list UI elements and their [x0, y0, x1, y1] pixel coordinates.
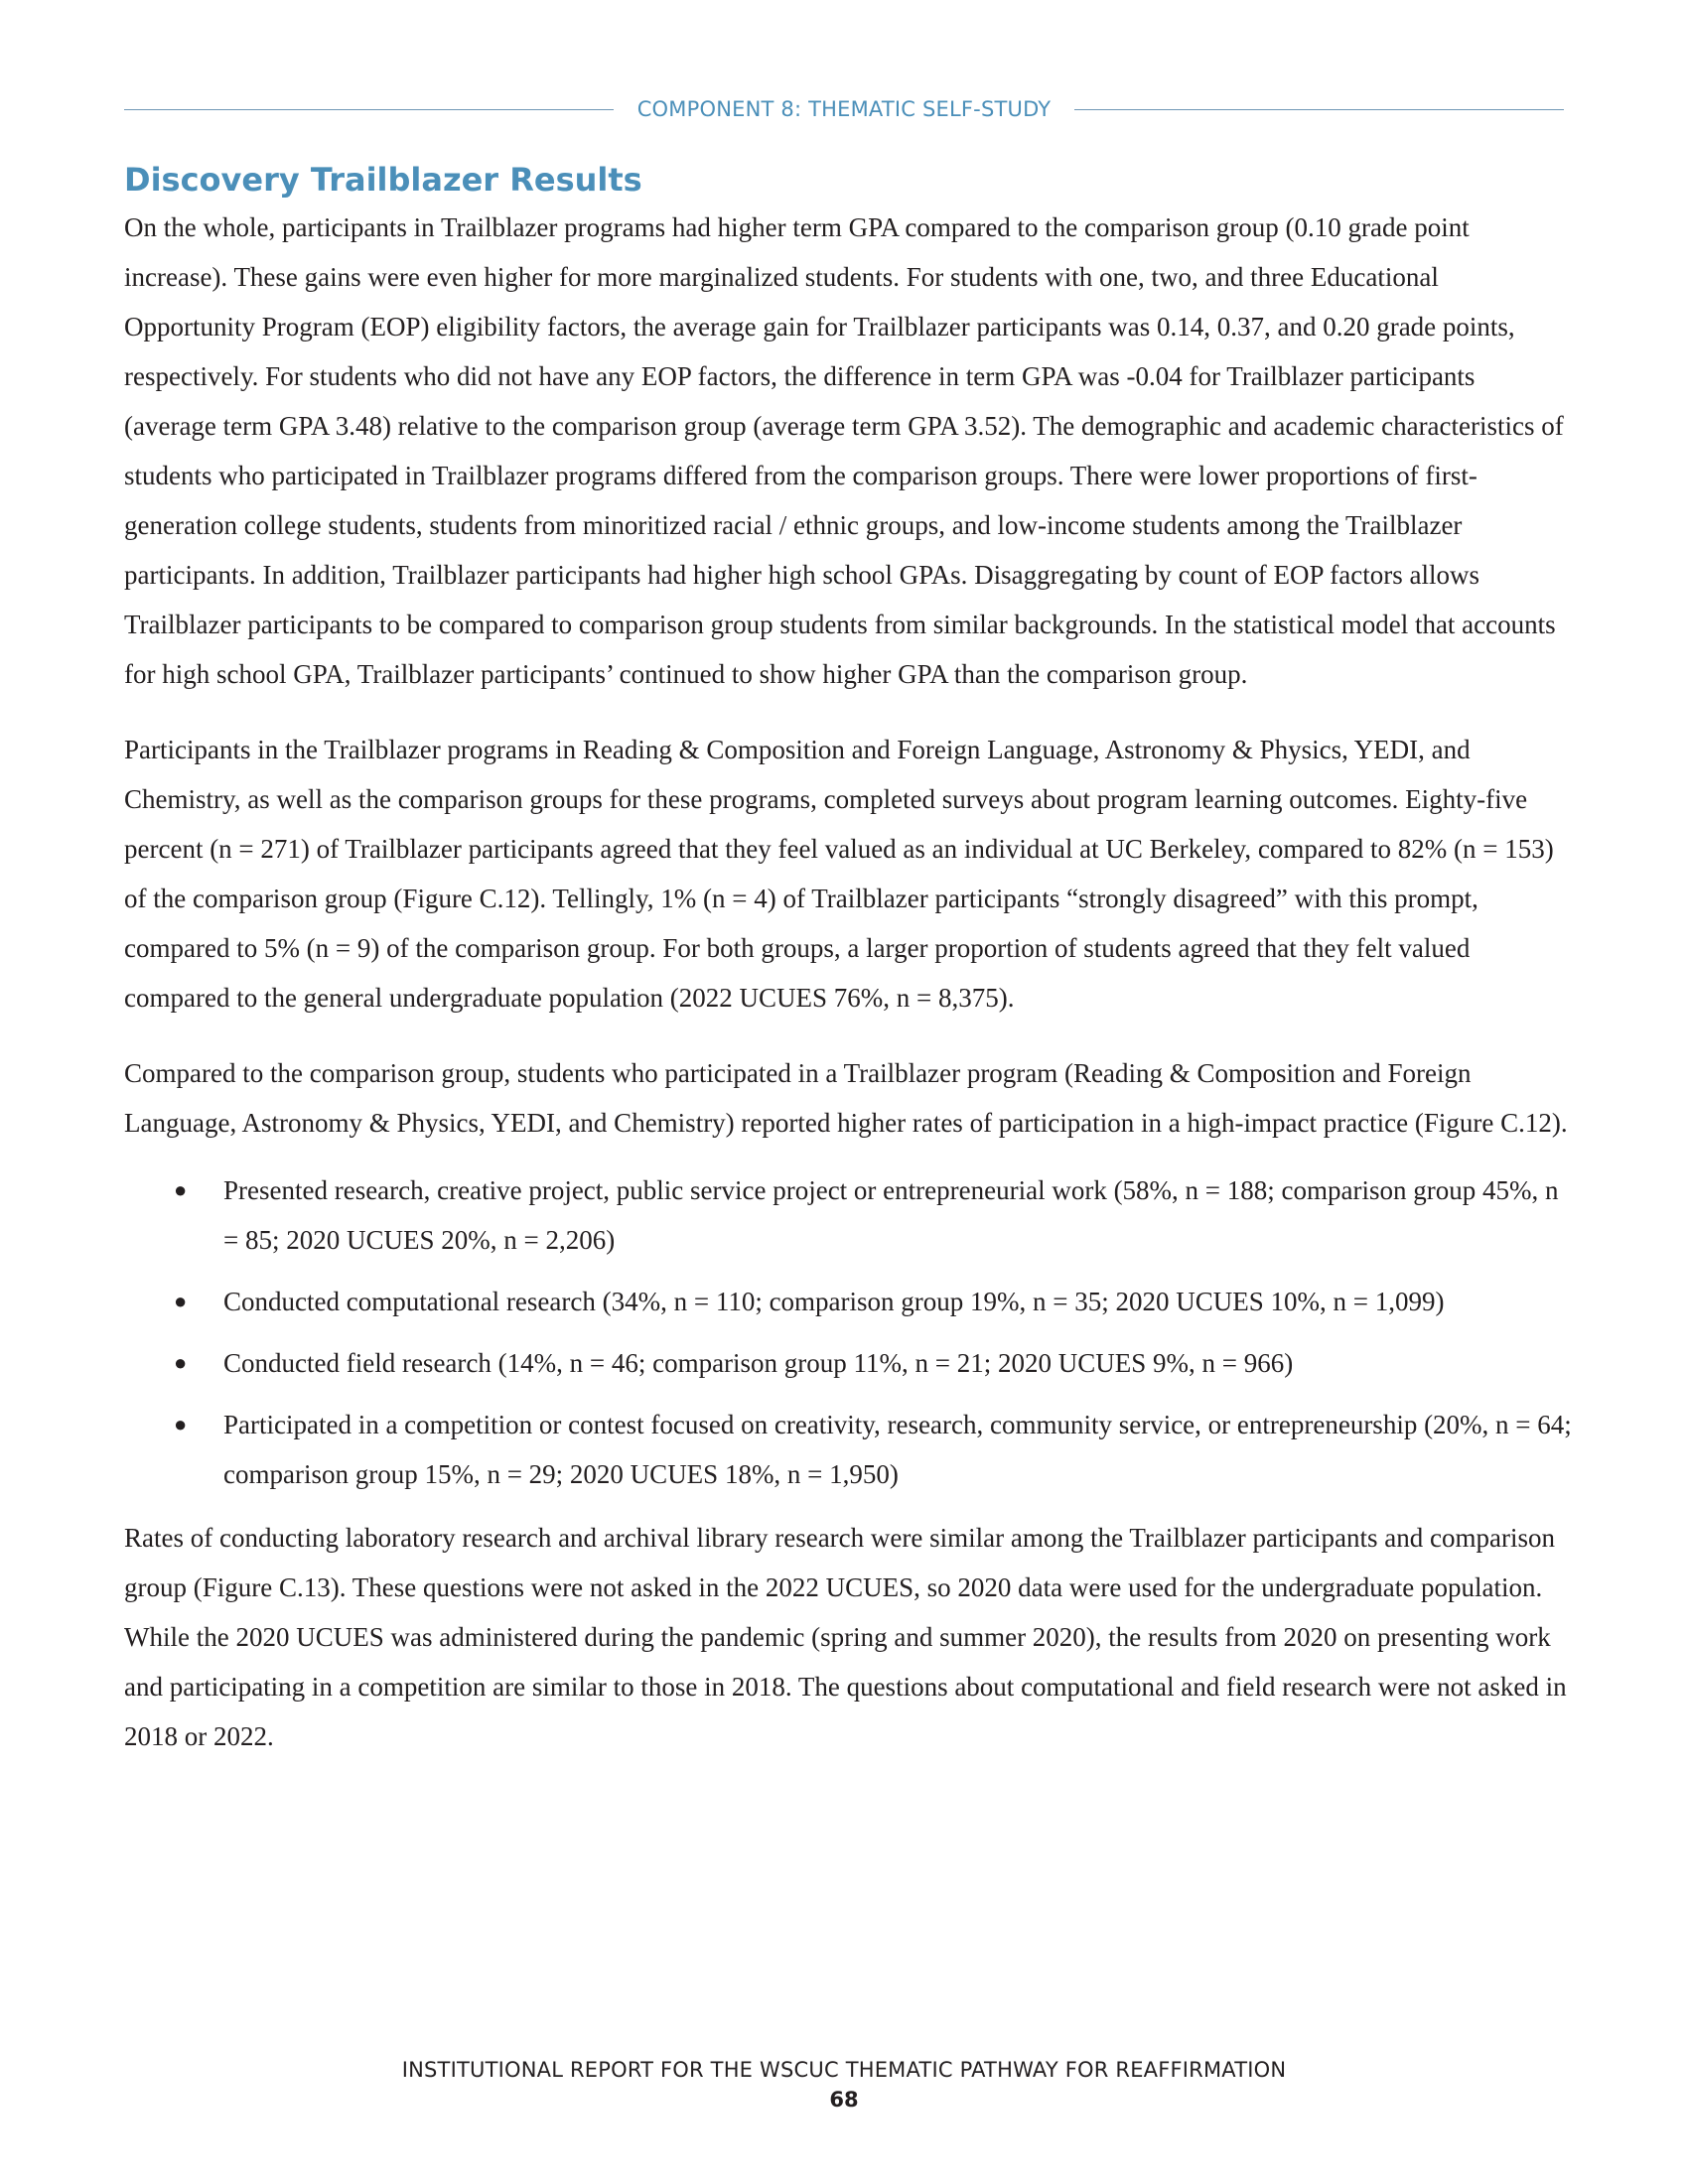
list-item-text: Participated in a competition or contest focused on creativity, research, community service, or entrepreneurship (20%, n = 64; comparison group 15%, n = 29; 2020 UCUES 18%, n = 1,950): [223, 1410, 1572, 1489]
list-item-text: Conducted computational research (34%, n = 110; comparison group 19%, n = 35; 2020 UCUES 10%, n = 1,099): [223, 1287, 1445, 1316]
page-footer: [0, 2055, 1688, 2115]
list-item: [124, 1338, 1574, 1388]
header-rule-left: [124, 109, 614, 110]
footer-report-title: INSTITUTIONAL REPORT FOR THE WSCUC THEMATIC PATHWAY FOR REAFFIRMATION: [401, 2058, 1287, 2082]
header-rule-right: [1074, 109, 1564, 110]
high-impact-practice-list: [124, 1165, 1574, 1499]
bullet-icon: ●: [174, 1350, 188, 1375]
paragraph-lab-research: Rates of conducting laboratory research and archival library research were similar among the Trailblazer participants and comparison group (Figure C.13). These questions were not asked in the 2022 UCUES, so 2020 data were used for the undergraduate population. While the 2020 UCUES was administered during the pandemic (spring and summer 2020), the results from 2020 on presenting work and participating in a competition are similar to those in 2018. The questions about computational and field research were not asked in 2018 or 2022.: [124, 1523, 1567, 1751]
paragraph-survey-results: Participants in the Trailblazer programs in Reading & Composition and Foreign Language, Astronomy & Physics, YEDI, and Chemistry, as well as the comparison groups for these programs, completed surveys about program learning outcomes. Eighty-five percent (n = 271) of Trailblazer participants agreed that they feel valued as an individual at UC Berkeley, compared to 82% (n = 153) of the comparison group (Figure C.12). Tellingly, 1% (n = 4) of Trailblazer participants “strongly disagreed” with this prompt, compared to 5% (n = 9) of the comparison group. For both groups, a larger proportion of students agreed that they felt valued compared to the general undergraduate population (2022 UCUES 76%, n = 8,375).: [124, 735, 1554, 1013]
list-item-text: Presented research, creative project, public service project or entrepreneurial work (58%, n = 188; comparison group 45%, n = 85; 2020 UCUES 20%, n = 2,206): [223, 1175, 1559, 1255]
paragraph-gpa-results: On the whole, participants in Trailblazer programs had higher term GPA compared to the comparison group (0.10 grade point increase). These gains were even higher for more marginalized students. For students with one, two, and three Educational Opportunity Program (EOP) eligibility factors, the average gain for Trailblazer participants was 0.14, 0.37, and 0.20 grade points, respectively. For students who did not have any EOP factors, the difference in term GPA was -0.04 for Trailblazer participants (average term GPA 3.48) relative to the comparison group (average term GPA 3.52). The demographic and academic characteristics of students who participated in Trailblazer programs differed from the comparison groups. There were lower proportions of first-generation college students, students from minoritized racial / ethnic groups, and low-income students among the Trailblazer participants. In addition, Trailblazer participants had higher high school GPAs. Disaggregating by count of EOP factors allows Trailblazer participants to be compared to comparison group students from similar backgrounds. In the statistical model that accounts for high school GPA, Trailblazer participants’ continued to show higher GPA than the comparison group.: [124, 212, 1564, 689]
list-item-text: Conducted field research (14%, n = 46; comparison group 11%, n = 21; 2020 UCUES 9%, n = 966): [223, 1348, 1294, 1378]
running-header: [124, 97, 1564, 121]
bullet-icon: ●: [174, 1289, 188, 1313]
list-item: [124, 1277, 1574, 1326]
bullet-icon: ●: [174, 1412, 188, 1436]
bullet-icon: ●: [174, 1177, 188, 1202]
list-item: [124, 1165, 1574, 1265]
running-title: COMPONENT 8: THEMATIC SELF-STUDY: [636, 97, 1052, 121]
page-content: [124, 155, 1574, 1787]
section-title: Discovery Trailblazer Results: [124, 161, 642, 199]
page-number: 68: [829, 2088, 859, 2112]
list-item: [124, 1400, 1574, 1499]
paragraph-high-impact-practice: Compared to the comparison group, students who participated in a Trailblazer program (Reading & Composition and Foreign Language, Astronomy & Physics, YEDI, and Chemistry) reported higher rates of participation in a high-impact practice (Figure C.12).: [124, 1058, 1568, 1138]
